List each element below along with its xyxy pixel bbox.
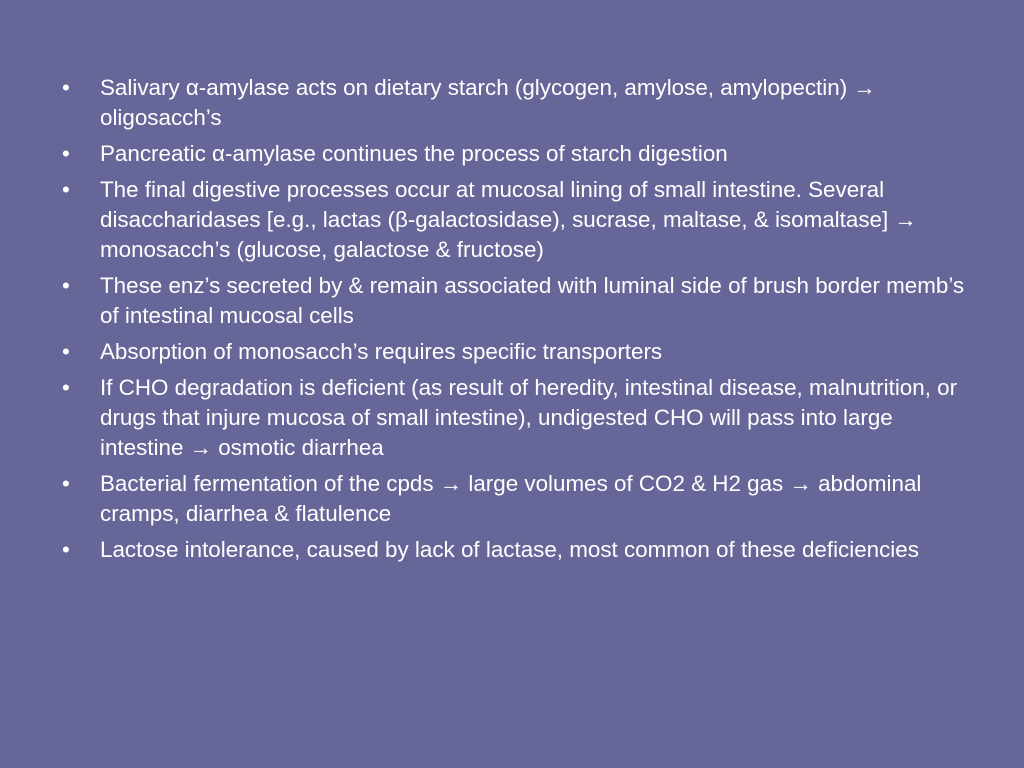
bullet-text: These enz’s secreted by & remain associated with luminal side of brush border memb’s of intestinal mucosal cells [100, 273, 965, 328]
bullet-text: If CHO degradation is deficient (as result of heredity, intestinal disease, malnutrition, or drugs that injure mucosa of small intestine), undigested CHO will pass into large intestine → osmotic diarrhea [100, 375, 958, 460]
bullet-text: Absorption of monosacch’s requires specific transporters [100, 339, 663, 364]
bullet-text: The final digestive processes occur at mucosal lining of small intestine. Several disaccharidases [e.g., lactas (β-galactosidase), sucrase, maltase, & isomaltase] → monosacch’s (glucose, galactose & fructose) [100, 177, 917, 262]
bullet-item [62, 535, 982, 565]
bullet-text: Pancreatic α-amylase continues the process of starch digestion [100, 141, 728, 166]
bullet-item [62, 175, 982, 265]
bullet-list [62, 73, 982, 571]
bullet-text: Salivary α-amylase acts on dietary starch (glycogen, amylose, amylopectin) → oligosacch’s [100, 75, 876, 130]
bullet-text: Bacterial fermentation of the cpds → large volumes of CO2 & H2 gas → abdominal cramps, diarrhea & flatulence [100, 471, 922, 526]
bullet-item [62, 337, 982, 367]
bullet-marker: • [62, 177, 70, 202]
bullet-marker: • [62, 141, 70, 166]
bullet-marker: • [62, 273, 70, 298]
bullet-item [62, 139, 982, 169]
bullet-marker: • [62, 471, 70, 496]
bullet-marker: • [62, 537, 70, 562]
bullet-item [62, 271, 982, 331]
bullet-marker: • [62, 375, 70, 400]
bullet-item [62, 73, 982, 133]
bullet-marker: • [62, 339, 70, 364]
bullet-marker: • [62, 75, 70, 100]
bullet-item [62, 373, 982, 463]
bullet-item [62, 469, 982, 529]
bullet-text: Lactose intolerance, caused by lack of lactase, most common of these deficiencies [100, 537, 919, 562]
